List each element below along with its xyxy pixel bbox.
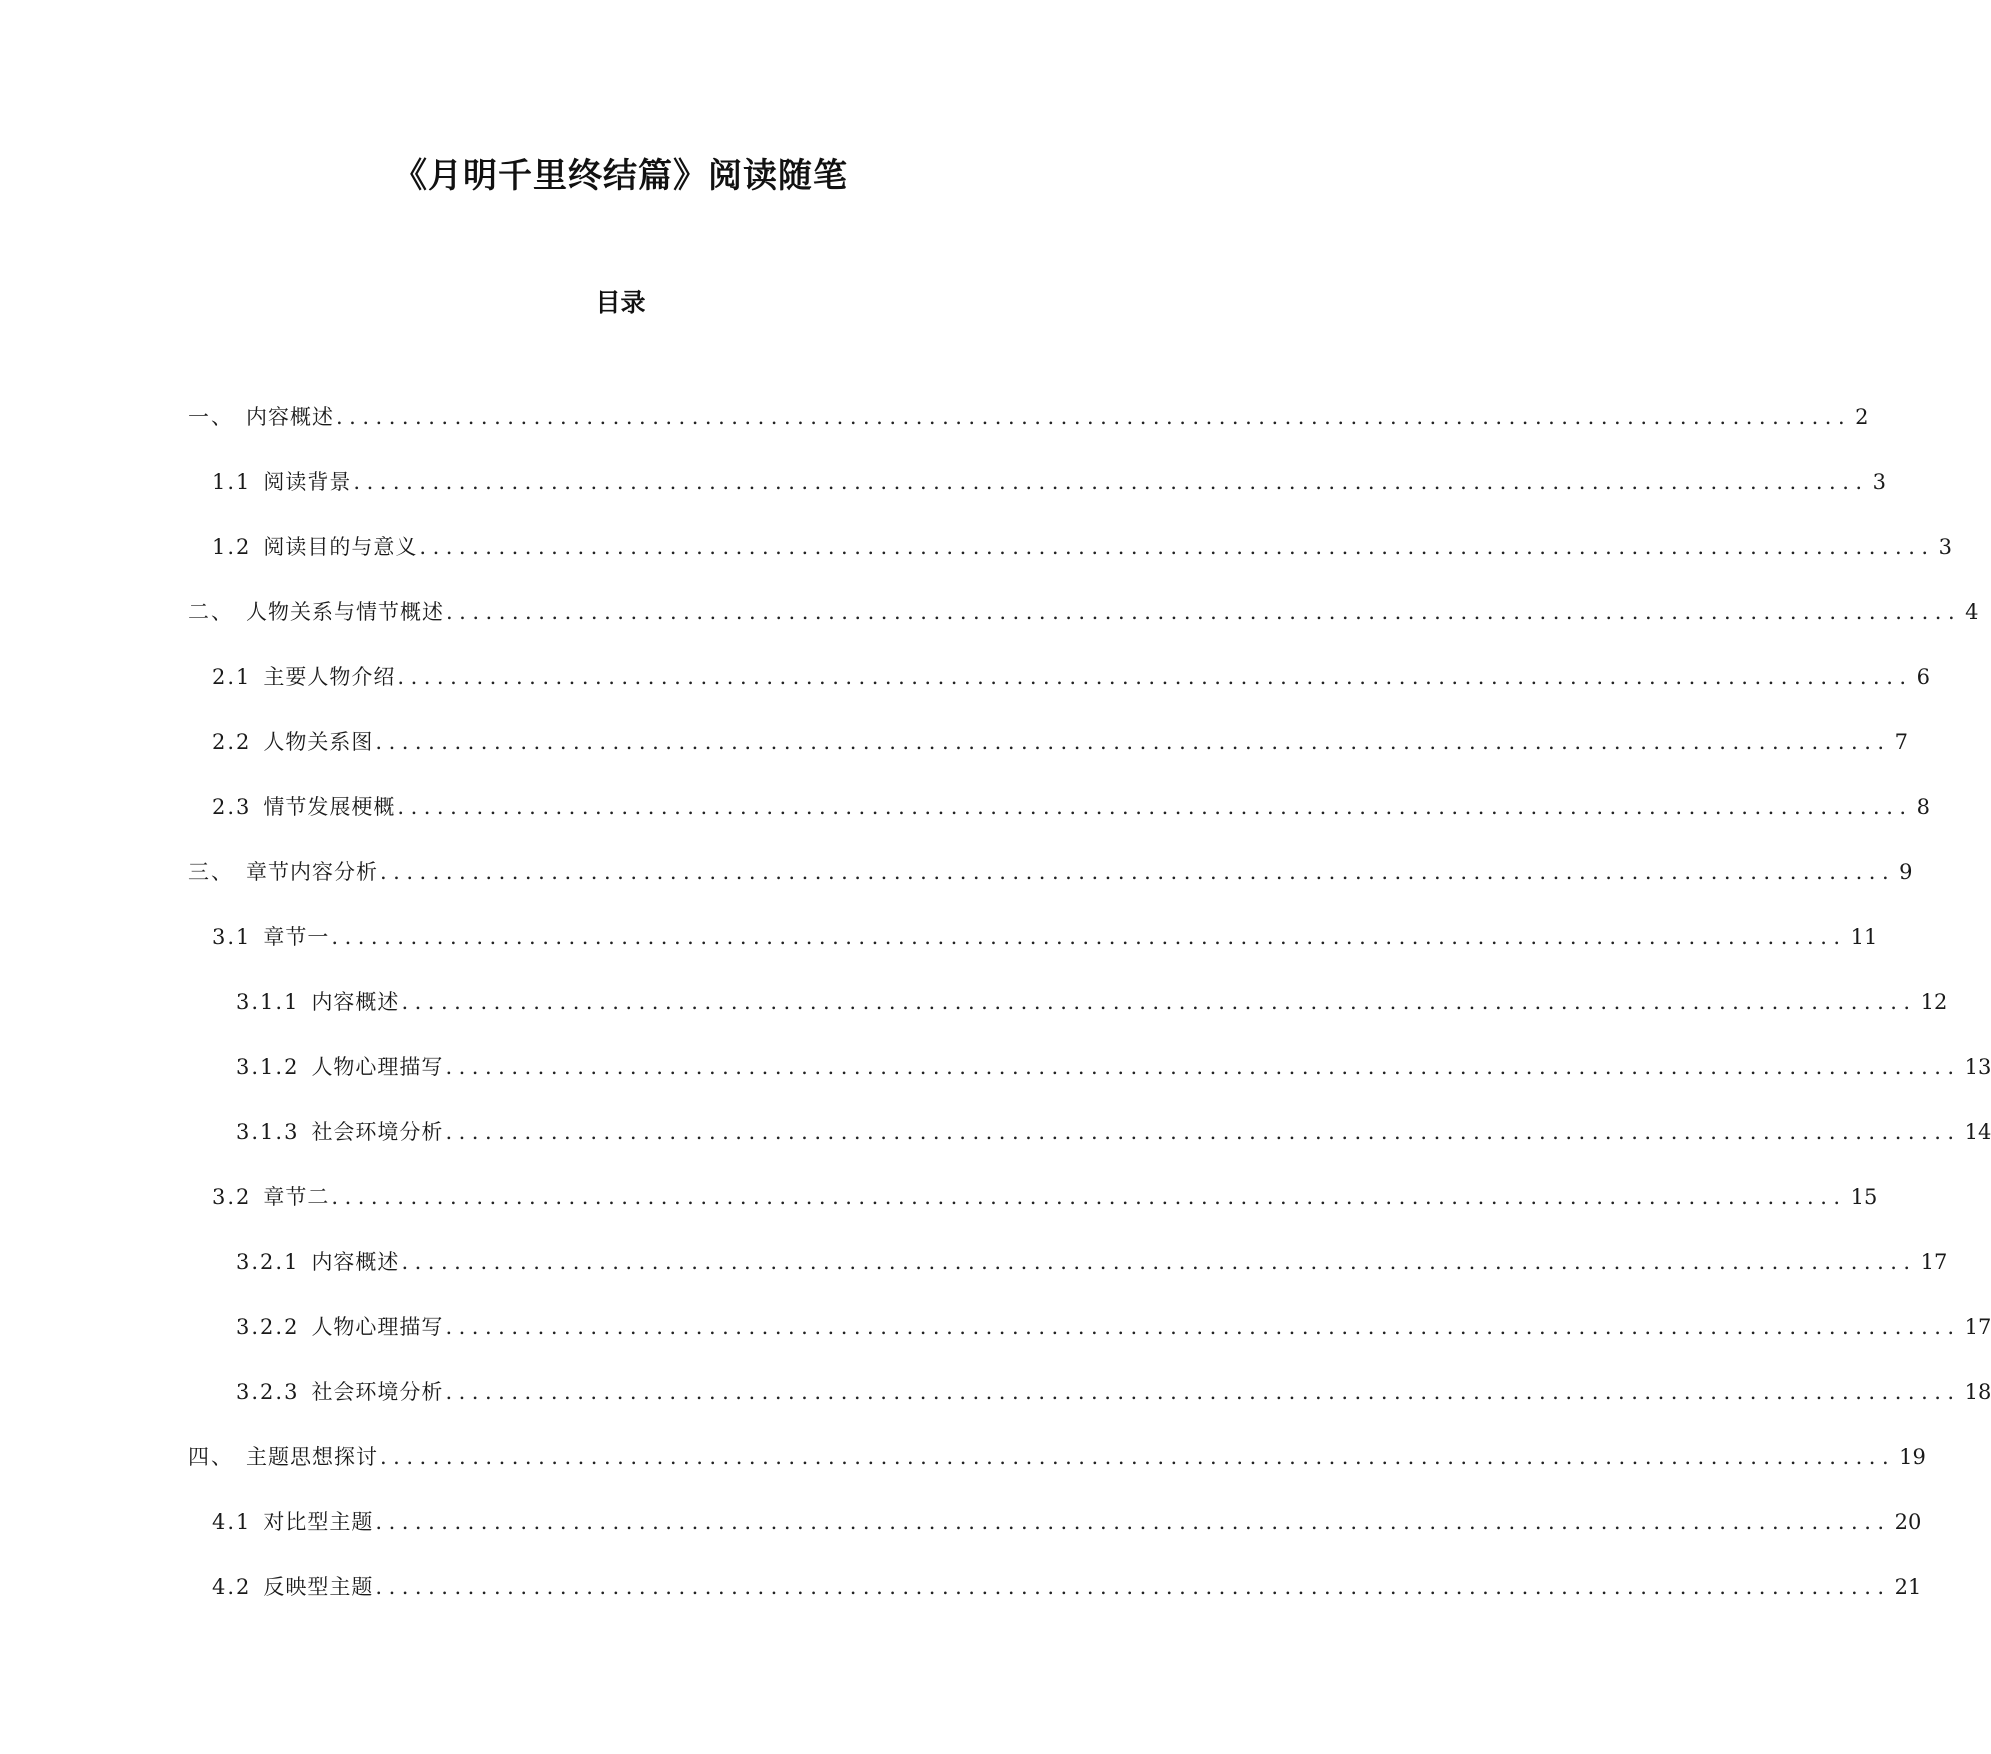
table-of-contents (0, 384, 1991, 1619)
toc-dot-leader: ................................................................................................................... (445, 1379, 1961, 1404)
toc-entry-number: 一、 (188, 404, 234, 429)
toc-dot-leader: ................................................................................................................... (353, 469, 1869, 494)
toc-entry[interactable] (0, 384, 1869, 449)
toc-entry-label: 人物心理描写 (311, 1314, 444, 1339)
toc-entry-page: 8 (1916, 794, 1930, 819)
toc-entry[interactable] (0, 839, 1913, 904)
toc-entry-page: 7 (1894, 729, 1908, 754)
toc-entry-page: 21 (1894, 1574, 1922, 1599)
toc-entry-label: 章节二 (263, 1184, 330, 1209)
toc-dot-leader: ................................................................................................................... (419, 534, 1935, 559)
toc-entry-label: 人物心理描写 (311, 1054, 444, 1079)
toc-entry-number: 三、 (188, 859, 234, 884)
toc-entry-label: 社会环境分析 (311, 1119, 444, 1144)
toc-entry-page: 14 (1964, 1119, 1991, 1144)
toc-entry[interactable] (0, 774, 1930, 839)
toc-entry[interactable] (0, 709, 1908, 774)
toc-entry-number: 3.1.1 (236, 989, 300, 1014)
toc-entry[interactable] (0, 1034, 1991, 1099)
toc-entry-label: 反映型主题 (263, 1574, 374, 1599)
toc-entry-page: 4 (1965, 599, 1979, 624)
toc-dot-leader: ................................................................................................................... (445, 1119, 1961, 1144)
toc-entry-number: 3.2.1 (236, 1249, 300, 1274)
toc-entry-page: 15 (1850, 1184, 1878, 1209)
toc-entry-number: 3.1.3 (236, 1119, 300, 1144)
toc-dot-leader: ................................................................................................................... (380, 1444, 1896, 1469)
toc-dot-leader: ................................................................................................................... (375, 1509, 1891, 1534)
toc-dot-leader: ................................................................................................................... (331, 1184, 1847, 1209)
toc-entry[interactable] (0, 1554, 1922, 1619)
toc-entry-label: 主题思想探讨 (246, 1444, 378, 1469)
toc-entry-page: 18 (1964, 1379, 1991, 1404)
toc-entry-page: 12 (1920, 989, 1948, 1014)
toc-entry[interactable] (0, 449, 1886, 514)
toc-entry[interactable] (0, 644, 1930, 709)
toc-entry[interactable] (0, 904, 1878, 969)
toc-entry-number: 2.1 (212, 664, 252, 689)
toc-entry-page: 11 (1850, 924, 1878, 949)
toc-entry-number: 3.1 (212, 924, 252, 949)
toc-entry[interactable] (0, 1164, 1878, 1229)
toc-heading: 目录 (595, 288, 646, 317)
document-title: 《月明千里终结篇》阅读随笔 (393, 156, 848, 196)
toc-entry-number: 2.3 (212, 794, 252, 819)
toc-entry-label: 人物关系与情节概述 (246, 599, 444, 624)
toc-entry[interactable] (0, 1229, 1948, 1294)
toc-entry-label: 章节内容分析 (246, 859, 378, 884)
toc-entry[interactable] (0, 1294, 1991, 1359)
toc-entry-label: 章节一 (263, 924, 330, 949)
toc-dot-leader: ................................................................................................................... (401, 1249, 1917, 1274)
toc-entry-number: 2.2 (212, 729, 252, 754)
toc-entry-page: 9 (1899, 859, 1913, 884)
toc-entry-label: 情节发展梗概 (263, 794, 396, 819)
toc-entry-page: 17 (1964, 1314, 1991, 1339)
toc-entry-label: 对比型主题 (263, 1509, 374, 1534)
toc-entry-label: 阅读目的与意义 (263, 534, 418, 559)
toc-entry-label: 阅读背景 (263, 469, 352, 494)
toc-entry-number: 1.1 (212, 469, 252, 494)
toc-entry-label: 内容概述 (311, 1249, 400, 1274)
toc-dot-leader: ................................................................................................................... (375, 729, 1891, 754)
toc-entry-number: 4.1 (212, 1509, 252, 1534)
toc-entry-number: 3.2 (212, 1184, 252, 1209)
toc-dot-leader: ................................................................................................................... (446, 599, 1962, 624)
toc-dot-leader: ................................................................................................................... (401, 989, 1917, 1014)
toc-entry-page: 2 (1855, 404, 1869, 429)
toc-dot-leader: ................................................................................................................... (375, 1574, 1891, 1599)
toc-entry-page: 20 (1894, 1509, 1922, 1534)
toc-entry[interactable] (0, 514, 1952, 579)
toc-entry-page: 3 (1938, 534, 1952, 559)
toc-entry[interactable] (0, 969, 1948, 1034)
toc-entry[interactable] (0, 1359, 1991, 1424)
toc-entry-page: 19 (1899, 1444, 1926, 1469)
toc-entry[interactable] (0, 1099, 1991, 1164)
toc-entry-label: 主要人物介绍 (263, 664, 396, 689)
toc-dot-leader: ................................................................................................................... (380, 859, 1896, 884)
toc-entry-label: 内容概述 (311, 989, 400, 1014)
toc-entry-number: 1.2 (212, 534, 252, 559)
toc-entry-number: 3.1.2 (236, 1054, 300, 1079)
toc-entry-page: 13 (1964, 1054, 1991, 1079)
toc-entry-page: 6 (1916, 664, 1930, 689)
toc-entry-number: 四、 (188, 1444, 234, 1469)
toc-dot-leader: ................................................................................................................... (336, 404, 1852, 429)
toc-entry-label: 社会环境分析 (311, 1379, 444, 1404)
toc-dot-leader: ................................................................................................................... (445, 1054, 1961, 1079)
toc-entry-label: 人物关系图 (263, 729, 374, 754)
toc-entry[interactable] (0, 579, 1979, 644)
toc-dot-leader: ................................................................................................................... (445, 1314, 1961, 1339)
toc-dot-leader: ................................................................................................................... (397, 794, 1913, 819)
toc-entry-number: 3.2.3 (236, 1379, 300, 1404)
toc-entry-page: 17 (1920, 1249, 1948, 1274)
toc-entry-page: 3 (1872, 469, 1886, 494)
toc-entry[interactable] (0, 1489, 1922, 1554)
toc-dot-leader: ................................................................................................................... (397, 664, 1913, 689)
toc-entry-number: 二、 (188, 599, 234, 624)
toc-entry-number: 3.2.2 (236, 1314, 300, 1339)
toc-entry[interactable] (0, 1424, 1926, 1489)
toc-entry-label: 内容概述 (246, 404, 334, 429)
toc-dot-leader: ................................................................................................................... (331, 924, 1847, 949)
toc-entry-number: 4.2 (212, 1574, 252, 1599)
